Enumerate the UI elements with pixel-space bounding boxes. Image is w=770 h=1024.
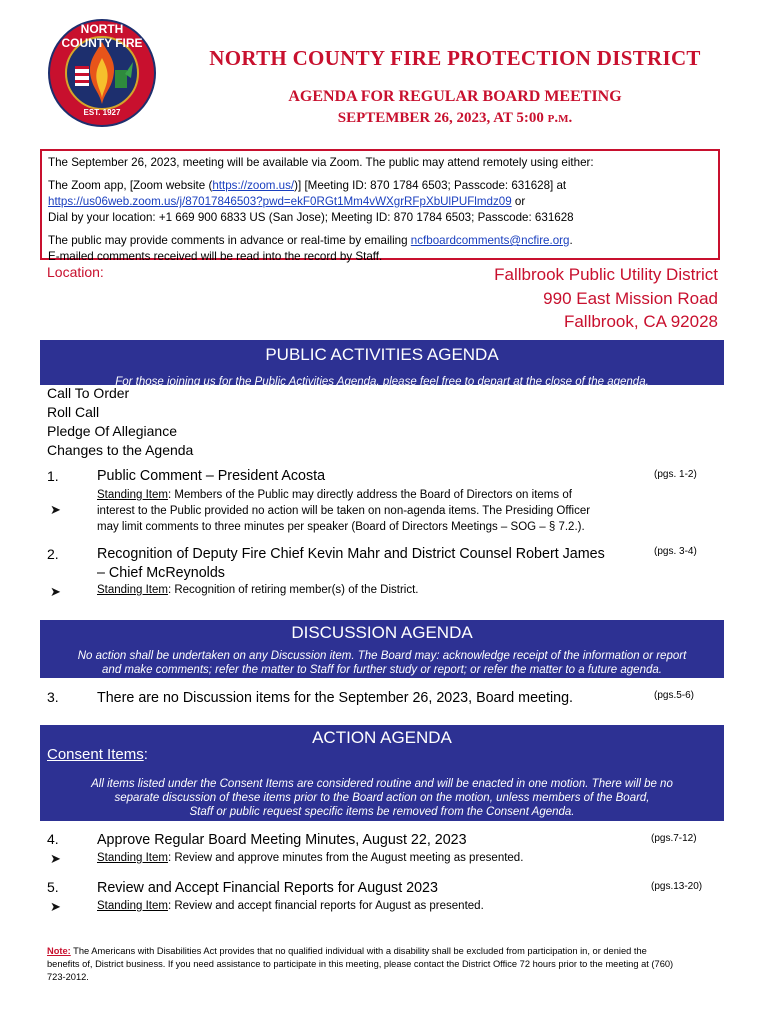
zoom-app-suffix: )] [Meeting ID: 870 1784 6503; Passcode: 631628] at xyxy=(294,179,567,192)
comments-suffix: . xyxy=(569,234,573,247)
opener-roll-call: Roll Call xyxy=(47,404,100,420)
district-logo xyxy=(47,18,157,128)
item4-arrow-icon: ➤ xyxy=(50,851,61,866)
consent-label-text: Consent Items xyxy=(47,746,144,763)
consent-colon: : xyxy=(143,746,148,763)
item4-title: Approve Regular Board Meeting Minutes, August 22, 2023 xyxy=(97,832,467,848)
opener-changes: Changes to the Agenda xyxy=(47,442,194,458)
item5-number: 5. xyxy=(47,879,59,895)
item5-standing-label: Standing Item xyxy=(97,900,168,912)
org-title: NORTH COUNTY FIRE PROTECTION DISTRICT xyxy=(209,46,701,70)
item1-arrow-icon: ➤ xyxy=(50,502,61,517)
zoom-join-link[interactable]: https://us06web.zoom.us/j/87017846503?pwd=ekF0RGt1Mm4vWXgrRFpXbUlPUFlmdz09 xyxy=(48,195,512,208)
public-agenda-band xyxy=(40,340,724,388)
location-line3: Fallbrook, CA 92028 xyxy=(563,312,718,331)
location-label: Location: xyxy=(47,264,104,280)
opener-call-to-order: Call To Order xyxy=(47,385,130,401)
item5-description xyxy=(97,898,484,914)
meeting-date: SEPTEMBER 26, 2023, AT 5:00 p.m. xyxy=(337,110,573,126)
discussion-agenda-band xyxy=(40,620,724,678)
item3-pages: (pgs.5-6) xyxy=(654,690,695,701)
zoom-join-suffix: or xyxy=(511,195,526,208)
discussion-note-line2: and make comments; refer the matter to Staff for further study or report; or refer the matter to a future agenda. xyxy=(102,664,662,676)
item1-desc-line2: interest to the Public provided no action will be taken on non-agenda items. The Presiding Officer xyxy=(97,505,591,517)
item2-pages: (pgs. 3-4) xyxy=(654,546,697,557)
item1-desc-line3: may limit comments to three minutes per speaker (Board of Directors Meetings – SOG – § 7.2.). xyxy=(97,521,585,533)
item1-standing-label: Standing Item xyxy=(97,489,168,501)
item2-title-line2: – Chief McReynolds xyxy=(97,565,225,581)
public-agenda-note: For those joining us for the Public Activities Agenda, please feel free to depart at the close of the agenda. xyxy=(115,376,649,388)
item2-desc: : Recognition of retiring member(s) of the District. xyxy=(167,584,419,596)
zoom-app-line xyxy=(48,178,712,194)
logo-est-text: EST. 1927 xyxy=(83,108,121,117)
action-agenda-title: ACTION AGENDA xyxy=(312,728,452,747)
consent-note-line2: separate discussion of these items prior to the Board action on the motion, unless members of the Board, xyxy=(114,792,650,804)
item1-title: Public Comment – President Acosta xyxy=(97,468,326,484)
zoom-app-prefix: The Zoom app, [Zoom website ( xyxy=(48,179,213,192)
item5-desc: : Review and accept financial reports for August as presented. xyxy=(167,900,484,912)
item2-arrow-icon: ➤ xyxy=(50,584,61,599)
discussion-agenda-title: DISCUSSION AGENDA xyxy=(291,623,473,642)
item5-pages: (pgs.13-20) xyxy=(651,881,703,892)
ada-note xyxy=(47,945,737,984)
item2-description xyxy=(97,582,419,598)
item1-desc-line1: : Members of the Public may directly address the Board of Directors on items of xyxy=(167,489,572,501)
consent-items-label xyxy=(47,746,148,763)
item5-title: Review and Accept Financial Reports for August 2023 xyxy=(97,880,438,896)
consent-note-line3: Staff or public request specific items be removed from the Consent Agenda. xyxy=(189,806,575,818)
agenda-title: AGENDA FOR REGULAR BOARD MEETING xyxy=(288,88,622,105)
item2-number: 2. xyxy=(47,546,59,562)
location-line2: 990 East Mission Road xyxy=(543,289,718,308)
item2-title-line1: Recognition of Deputy Fire Chief Kevin Mahr and District Counsel Robert James xyxy=(97,546,605,562)
consent-note xyxy=(40,777,724,819)
zoom-dial: Dial by your location: +1 669 900 6833 US (San Jose); Meeting ID: 870 1784 6503; Passcode: 631628 xyxy=(48,211,574,224)
ada-note-line3: 723-2012. xyxy=(47,972,89,982)
item4-desc: : Review and approve minutes from the August meeting as presented. xyxy=(167,852,524,864)
zoom-intro: The September 26, 2023, meeting will be available via Zoom. The public may attend remotely using either: xyxy=(48,156,594,169)
ada-note-line1: The Americans with Disabilities Act provides that no qualified individual with a disability shall be excluded from participation in, or denied the xyxy=(70,946,647,956)
item4-pages: (pgs.7-12) xyxy=(651,833,697,844)
comments-email-link[interactable]: ncfboardcomments@ncfire.org xyxy=(410,234,570,247)
zoom-join-line xyxy=(48,194,712,210)
public-agenda-title: PUBLIC ACTIVITIES AGENDA xyxy=(265,345,499,364)
opener-pledge: Pledge Of Allegiance xyxy=(47,423,177,439)
logo-top-text: NORTH COUNTY FIRE xyxy=(61,22,143,50)
comments-prefix: The public may provide comments in advance or real-time by emailing xyxy=(48,234,411,247)
item1-pages: (pgs. 1-2) xyxy=(654,469,697,480)
zoom-comments-line xyxy=(48,233,712,249)
item5-arrow-icon: ➤ xyxy=(50,899,61,914)
item3-title: There are no Discussion items for the September 26, 2023, Board meeting. xyxy=(97,690,574,706)
item1-description xyxy=(97,487,657,535)
item4-number: 4. xyxy=(47,831,59,847)
zoom-emailed: E-mailed comments received will be read into the record by Staff. xyxy=(48,250,383,263)
item4-standing-label: Standing Item xyxy=(97,852,168,864)
item1-number: 1. xyxy=(47,468,59,484)
item2-standing-label: Standing Item xyxy=(97,584,168,596)
discussion-note-line1: No action shall be undertaken on any Discussion item. The Board may: acknowledge receipt of the information or report xyxy=(77,650,687,662)
consent-note-line1: All items listed under the Consent Items are considered routine and will be enacted in one motion. There will be no xyxy=(91,778,673,790)
note-label: Note: xyxy=(47,946,71,956)
zoom-website-link[interactable]: https://zoom.us/ xyxy=(212,179,295,192)
location-line1: Fallbrook Public Utility District xyxy=(494,265,718,284)
item3-number: 3. xyxy=(47,689,59,705)
item4-description xyxy=(97,850,523,866)
zoom-info-box xyxy=(40,149,720,263)
action-agenda-band xyxy=(40,725,724,821)
ada-note-line2: benefits of, District business. If you need assistance to participate in this meeting, please contact the District Office 72 hours prior to the meeting at (760) xyxy=(47,959,674,969)
